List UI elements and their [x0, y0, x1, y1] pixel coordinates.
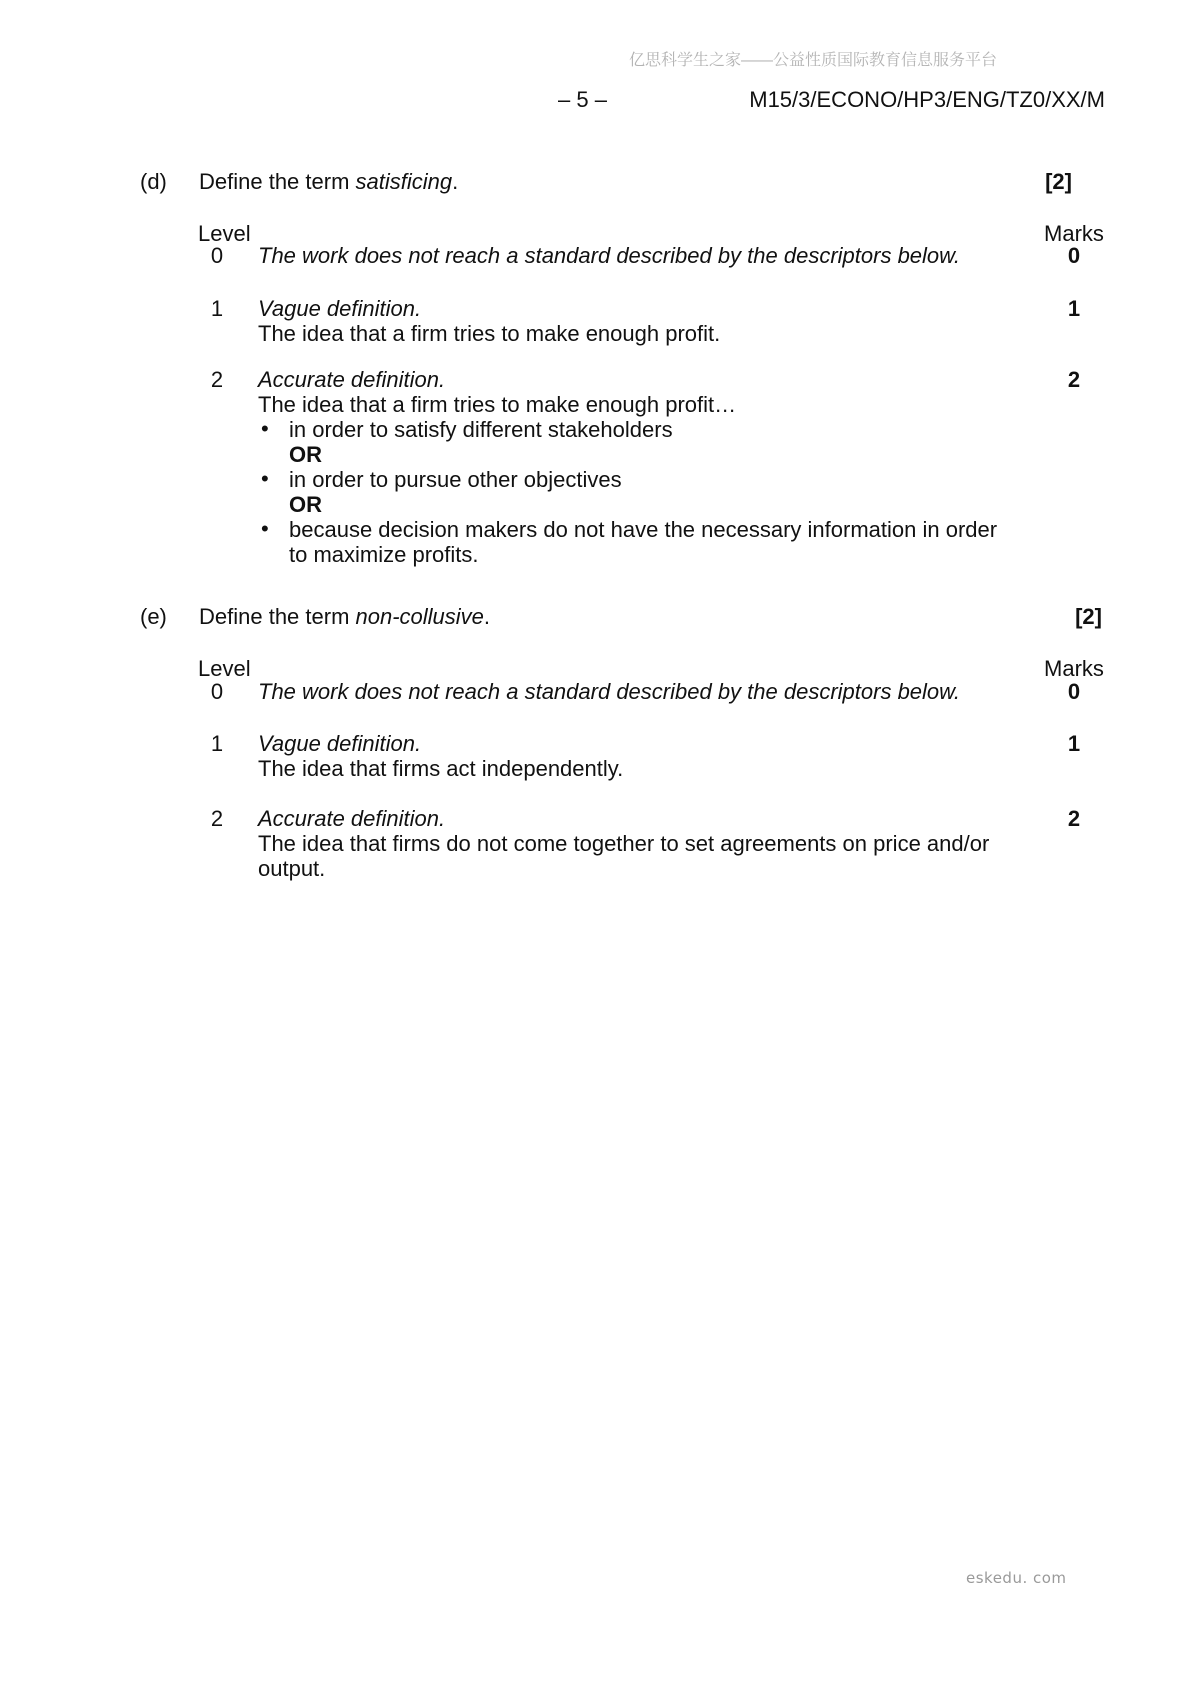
level-number: 2 — [210, 806, 224, 831]
mark-value: 0 — [1067, 243, 1081, 268]
or-connector: OR — [289, 442, 322, 467]
descriptor — [258, 731, 1038, 781]
descriptor-line: Accurate definition. — [258, 806, 446, 831]
descriptor-line: Vague definition. — [258, 731, 422, 756]
level-number: 1 — [210, 731, 224, 756]
descriptor-line: The work does not reach a standard described by the descriptors below. — [258, 243, 960, 268]
prompt-prefix: Define the term — [199, 604, 356, 629]
descriptor-line: Vague definition. — [258, 296, 422, 321]
descriptor — [258, 296, 1038, 346]
prompt-suffix: . — [483, 604, 491, 629]
level-number: 2 — [210, 367, 224, 392]
mark-value: 0 — [1067, 679, 1081, 704]
mark-value: 1 — [1067, 731, 1081, 756]
level-column-header: Level — [198, 656, 251, 681]
bullet-icon: • — [261, 466, 269, 491]
level-number: 0 — [210, 243, 224, 268]
bullet-text: because decision makers do not have the necessary information in order — [289, 517, 998, 542]
level-number: 1 — [210, 296, 224, 321]
mark-value: 1 — [1067, 296, 1081, 321]
descriptor — [258, 243, 1038, 268]
marks-column-header: Marks — [1044, 656, 1104, 681]
descriptor — [258, 806, 1038, 881]
section-e-prompt — [199, 604, 490, 629]
footer-watermark: eskedu. com — [966, 1569, 1067, 1587]
mark-value: 2 — [1067, 806, 1081, 831]
section-e-label: (e) — [140, 604, 167, 629]
descriptor-line: The idea that firms do not come together to set agreements on price and/or — [258, 831, 990, 856]
descriptor-line: The work does not reach a standard described by the descriptors below. — [258, 679, 960, 704]
level-number: 0 — [210, 679, 224, 704]
prompt-term: non-collusive — [355, 604, 484, 629]
level-column-header: Level — [198, 221, 251, 246]
bullet-icon: • — [261, 516, 269, 541]
prompt-prefix: Define the term — [199, 169, 356, 194]
descriptor-line: The idea that a firm tries to make enough profit. — [258, 321, 721, 346]
section-e-total-marks: [2] — [1075, 604, 1102, 629]
descriptor-line: Accurate definition. — [258, 367, 446, 392]
document-code: M15/3/ECONO/HP3/ENG/TZ0/XX/M — [749, 87, 1105, 112]
descriptor — [258, 367, 1038, 567]
bullet-item — [258, 517, 1038, 567]
descriptor-line: The idea that firms act independently. — [258, 756, 624, 781]
bullet-item — [258, 467, 1038, 492]
marks-column-header: Marks — [1044, 221, 1104, 246]
descriptor-line: output. — [258, 856, 326, 881]
bullet-text: to maximize profits. — [289, 542, 479, 567]
prompt-term: satisficing — [355, 169, 453, 194]
header-watermark: 亿思科学生之家——公益性质国际教育信息服务平台 — [628, 52, 997, 69]
descriptor — [258, 679, 1038, 704]
bullet-item — [258, 417, 1038, 442]
or-connector: OR — [289, 492, 322, 517]
section-d-prompt — [199, 169, 458, 194]
bullet-text: in order to satisfy different stakeholders — [289, 417, 673, 442]
mark-value: 2 — [1067, 367, 1081, 392]
section-d-label: (d) — [140, 169, 167, 194]
prompt-suffix: . — [452, 169, 459, 194]
page-number: – 5 – — [558, 87, 607, 112]
bullet-icon: • — [261, 416, 269, 441]
descriptor-line: The idea that a firm tries to make enough profit… — [258, 392, 737, 417]
section-d-total-marks: [2] — [1045, 169, 1072, 194]
bullet-text: in order to pursue other objectives — [289, 467, 622, 492]
